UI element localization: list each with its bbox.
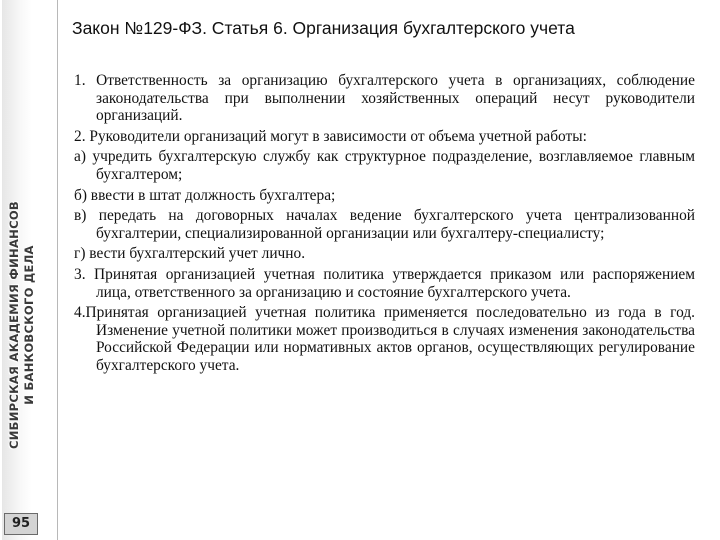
slide-title: Закон №129-ФЗ. Статья 6. Организация бухгалтерского учета [72, 18, 575, 38]
paragraph-3: 3. Принятая организацией учетная политика утверждается приказом или распоряжением лица, ответственного за организацию и состояние бухгалтерского учета. [74, 265, 695, 301]
paragraph-2d: г) вести бухгалтерский учет лично. [74, 245, 306, 263]
slide-content [74, 72, 695, 378]
paragraph-2a: а) учредить бухгалтерскую службу как структурное подразделение, возглавляемое главным бухгалтером; [74, 148, 695, 183]
paragraph-2b: б) ввести в штат должность бухгалтера; [74, 186, 336, 204]
paragraph-2c: в) передать на договорных началах ведение бухгалтерского учета централизованной бухгалтерии, специализированной организации или бухгалтеру-специалисту; [74, 207, 695, 242]
paragraph-2: 2. Руководители организаций могут в зависимости от объема учетной работы: [74, 127, 587, 145]
page-number: 95 [4, 513, 38, 535]
sidebar [0, 0, 58, 540]
organization-name-line2: И БАНКОВСКОГО ДЕЛА [22, 245, 36, 405]
organization-name-line1: СИБИРСКАЯ АКАДЕМИЯ ФИНАНСОВ [7, 201, 21, 449]
paragraph-4: 4.Принятая организацией учетная политика применяется последовательно из года в год. Изменение учетной политики может производиться в случаях изменения законодательства Российской Федерации или нормативных актов органов, осуществляющих регулирование бухгалтерского учета. [74, 304, 695, 374]
paragraph-1: 1. Ответственность за организацию бухгалтерского учета в организациях, соблюдение законодательства при выполнении хозяйственных операций несут руководители организаций. [74, 72, 695, 125]
organization-name [7, 165, 57, 485]
